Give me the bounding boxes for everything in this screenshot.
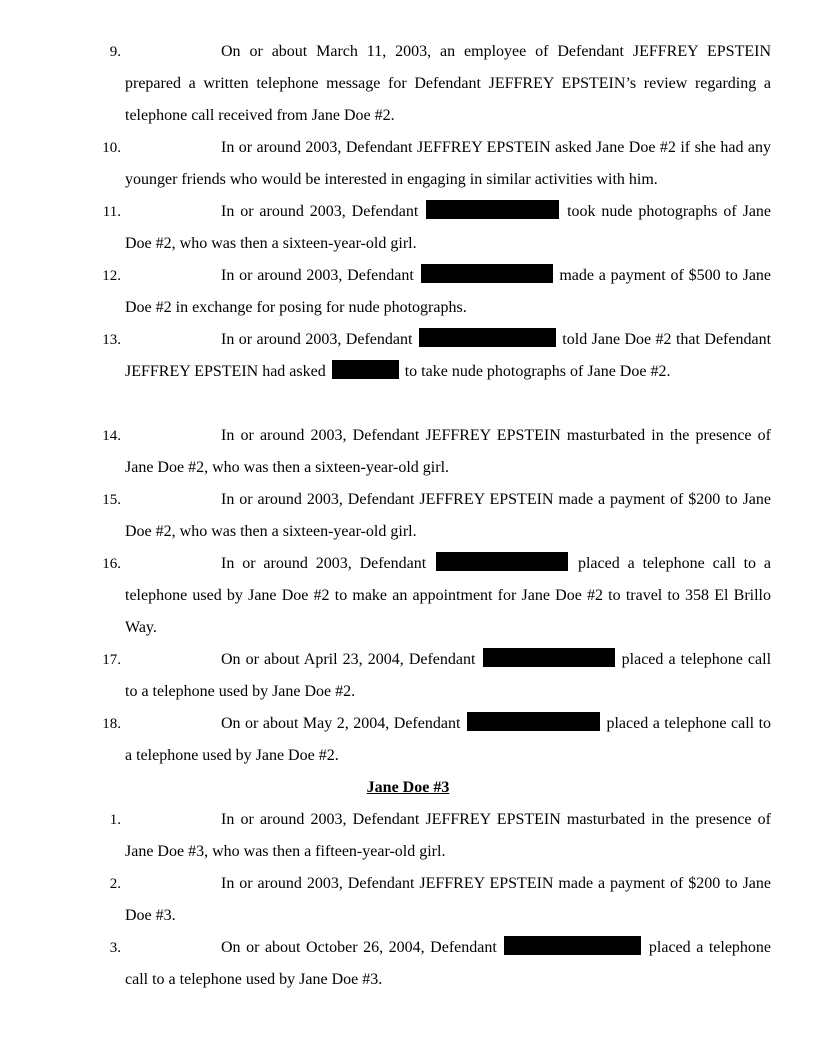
paragraph-text-segment: placed a telephone call to a telephone used by Jane Doe #2 to make an appointment for Jane Doe #2 to travel to 358 El Brillo Way.: [125, 555, 772, 636]
paragraph-number: 16.: [102, 556, 121, 572]
redaction-bar: [419, 328, 556, 347]
paragraph-number: 2.: [109, 876, 121, 892]
paragraph-text: [125, 548, 771, 644]
paragraph-number: 18.: [102, 716, 121, 732]
paragraph-number: 11.: [102, 204, 121, 220]
section-heading-jane-doe-3: Jane Doe #3: [366, 779, 450, 796]
paragraph-text-segment: In or around 2003, Defendant: [221, 203, 419, 220]
redaction-bar: [426, 200, 559, 219]
paragraph-text-segment: In or around 2003, Defendant: [221, 331, 413, 348]
paragraph-number: 3.: [109, 940, 121, 956]
paragraph-text-segment: In or around 2003, Defendant JEFFREY EPSTEIN made a payment of $200 to Jane Doe #2, who was then a sixteen-year-old girl.: [125, 491, 771, 540]
paragraph-text-segment: In or around 2003, Defendant JEFFREY EPSTEIN masturbated in the presence of Jane Doe #3, who was then a fifteen-year-old girl.: [125, 811, 771, 860]
redaction-bar: [421, 264, 553, 283]
paragraph-number: 14.: [102, 428, 121, 444]
paragraph-text: [125, 708, 771, 772]
paragraph-text-segment: In or around 2003, Defendant JEFFREY EPSTEIN asked Jane Doe #2 if she had any younger friends who would be interested in engaging in similar activities with him.: [125, 139, 771, 188]
paragraph-text-segment: told Jane Doe #2 that Defendant JEFFREY EPSTEIN had asked: [125, 331, 772, 380]
paragraph-text: [125, 868, 771, 932]
paragraph-text: [125, 324, 771, 388]
paragraph-text-segment: On or about May 2, 2004, Defendant: [221, 715, 461, 732]
paragraph-text: [125, 644, 771, 708]
paragraph-text-segment: On or about October 26, 2004, Defendant: [221, 939, 497, 956]
paragraph-text-segment: On or about April 23, 2004, Defendant: [221, 651, 476, 668]
redaction-bar: [332, 360, 399, 379]
paragraph-text: [125, 260, 771, 324]
paragraph-number: 13.: [102, 332, 121, 348]
paragraph-text: [125, 132, 771, 196]
paragraph-text-segment: On or about March 11, 2003, an employee of Defendant JEFFREY EPSTEIN prepared a written telephone message for Defendant JEFFREY EPSTEIN’s review regarding a telephone call received from Jane Doe #2.: [125, 43, 771, 124]
paragraph-text-segment: took nude photographs of Jane Doe #2, who was then a sixteen-year-old girl.: [125, 203, 772, 252]
paragraph-number: 15.: [102, 492, 121, 508]
paragraph-text: [125, 420, 771, 484]
paragraph-text: [125, 932, 771, 996]
paragraph-text: [125, 484, 771, 548]
paragraph-number: 17.: [102, 652, 121, 668]
paragraph-text-segment: placed a telephone call to a telephone used by Jane Doe #2.: [125, 651, 772, 700]
paragraph-text-segment: placed a telephone call to a telephone used by Jane Doe #3.: [125, 939, 772, 988]
paragraph-number: 1.: [109, 812, 121, 828]
paragraph-number: 9.: [109, 44, 121, 60]
paragraph-text-segment: In or around 2003, Defendant JEFFREY EPSTEIN masturbated in the presence of Jane Doe #2, who was then a sixteen-year-old girl.: [125, 427, 771, 476]
paragraph-text: [125, 196, 771, 260]
paragraph-text-segment: made a payment of $500 to Jane Doe #2 in exchange for posing for nude photographs.: [125, 267, 772, 316]
redaction-bar: [436, 552, 568, 571]
paragraph-number: 10.: [102, 140, 121, 156]
paragraph-text-segment: In or around 2003, Defendant: [221, 267, 414, 284]
paragraph-text-segment: In or around 2003, Defendant: [221, 555, 427, 572]
redaction-bar: [504, 936, 641, 955]
paragraph-text: [125, 36, 771, 132]
paragraph-text-segment: to take nude photographs of Jane Doe #2.: [404, 363, 671, 380]
paragraph-text-segment: placed a telephone call to a telephone used by Jane Doe #2.: [125, 715, 772, 764]
redaction-bar: [483, 648, 615, 667]
paragraph-text: [125, 804, 771, 868]
redaction-bar: [467, 712, 600, 731]
paragraph-number: 12.: [102, 268, 121, 284]
paragraph-text-segment: In or around 2003, Defendant JEFFREY EPSTEIN made a payment of $200 to Jane Doe #3.: [125, 875, 771, 924]
